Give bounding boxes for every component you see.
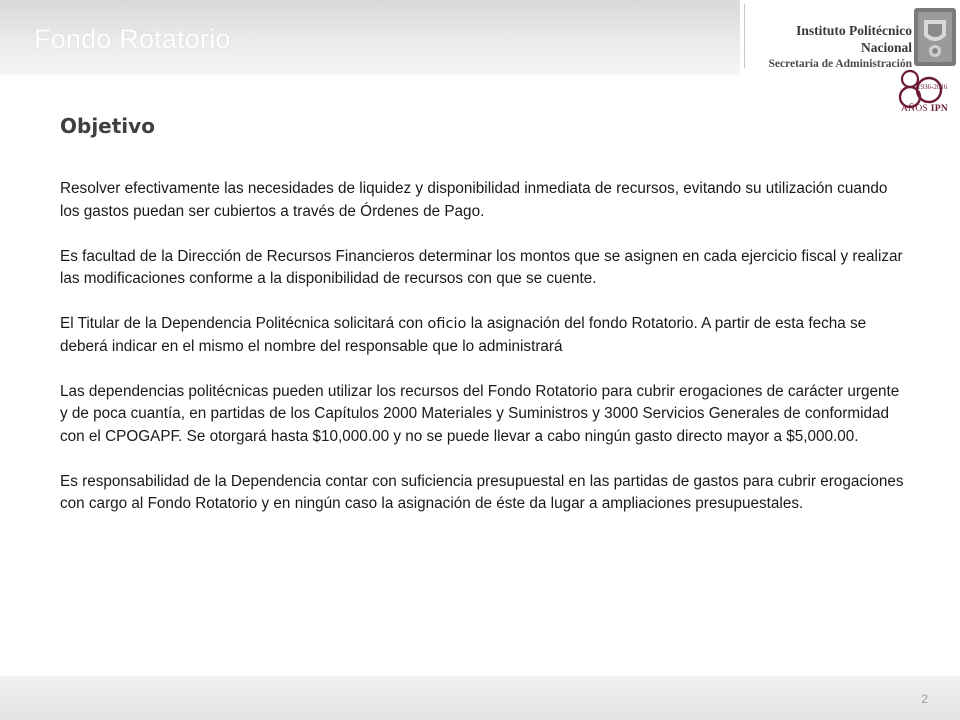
paragraph-request-before: El Titular de la Dependencia Politécnica solicitará con: [60, 315, 428, 332]
anniversary-label: [901, 104, 948, 114]
ipn-seal-icon: [912, 6, 958, 68]
institution-subtitle: Secretaría de Administración: [768, 58, 912, 70]
institution-name: Instituto Politécnico Nacional: [796, 23, 912, 55]
anniversary-label-ipn: IPN: [930, 104, 949, 114]
institution-block: [752, 22, 912, 72]
paragraph-request-after: la asignación del fondo Rotatorio. A partir de esta fecha se deberá indicar en el mismo el nombre del responsable que lo administrará: [60, 315, 867, 355]
footer-band: [0, 676, 960, 720]
anniversary-years: 1936-2016: [917, 83, 948, 91]
section-heading: Objetivo: [60, 114, 155, 138]
paragraph-usage: Las dependencias politécnicas pueden utilizar los recursos del Fondo Rotatorio para cubrir erogaciones de carácter urgente y de poca cuantía, en partidas de los Capítulos 2000 Materiales y Suministros y 3000 Servicios Generales de conformidad con el CPOGAPF. Se otorgará hasta $10,000.00 y no se puede llevar a cabo ningún gasto directo mayor a $5,000.00.: [60, 382, 900, 445]
paragraph-responsibility: Es responsabilidad de la Dependencia contar con suficiencia presupuestal en las partidas de gastos para cubrir erogaciones con cargo al Fondo Rotatorio y en ningún caso la asignación de éste da lugar a ampliaciones presupuestales.: [60, 472, 904, 512]
header-divider: [744, 4, 745, 68]
body-text: [60, 178, 910, 538]
paragraph-objective: Resolver efectivamente las necesidades de liquidez y disponibilidad inmediata de recursos, evitando su utilización cuando los gastos puedan ser cubiertos a través de Órdenes de Pago.: [60, 180, 888, 220]
paragraph-request: [60, 313, 910, 358]
slide-title: Fondo Rotatorio: [34, 24, 231, 54]
paragraph-faculty: Es facultad de la Dirección de Recursos Financieros determinar los montos que se asignen en cada ejercicio fiscal y realizar las modificaciones conforme a la disponibilidad de recursos con que se cuente.: [60, 247, 903, 287]
anniversary-label-anos: AÑOS: [901, 104, 929, 114]
page-number: 2: [921, 692, 928, 706]
paragraph-request-highlight: oficio: [427, 315, 467, 332]
